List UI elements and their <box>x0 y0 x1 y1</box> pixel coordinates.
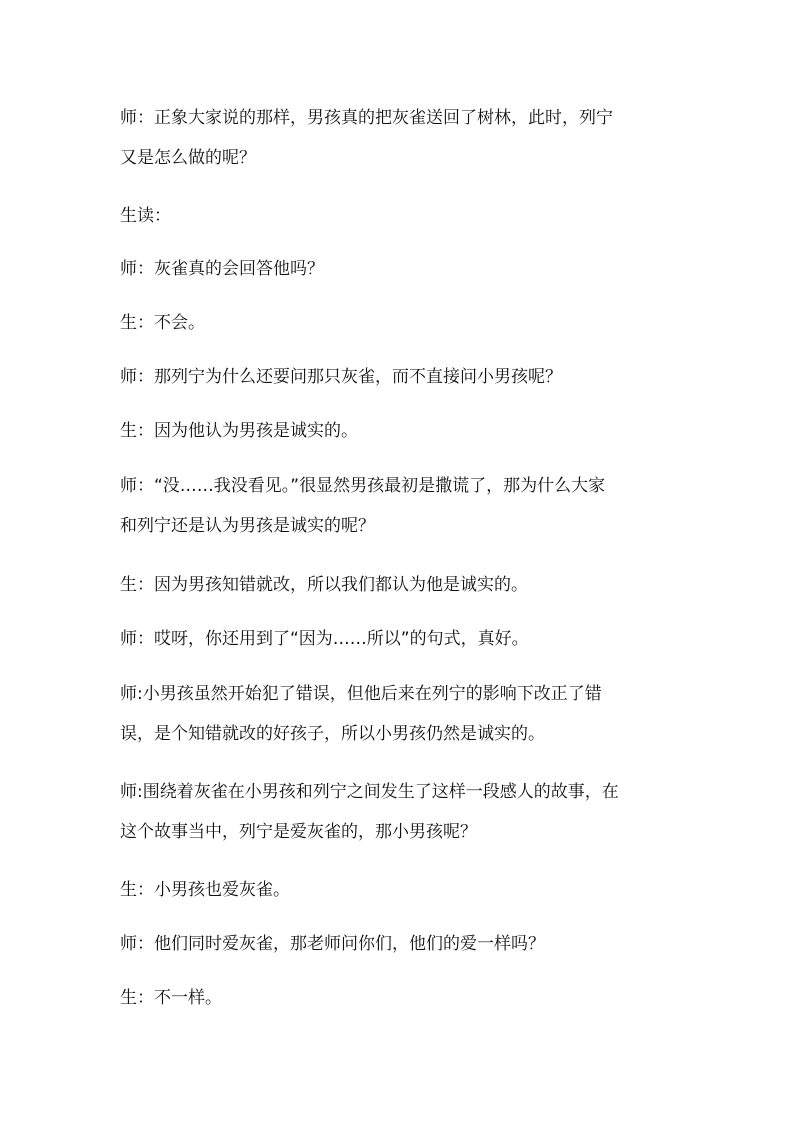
paragraph-line: 师:小男孩虽然开始犯了错误，但他后来在列宁的影响下改正了错 <box>120 684 602 704</box>
paragraph-line: 误，是个知错就改的好孩子，所以小男孩仍然是诚实的。 <box>120 724 545 744</box>
paragraph-line: 生：不一样。 <box>120 988 222 1008</box>
paragraph-8 <box>120 565 680 605</box>
paragraph-1 <box>120 98 680 178</box>
paragraph-line: 师：“没……我没看见。”很显然男孩最初是撒谎了，那为什么大家 <box>120 476 606 496</box>
paragraph-line: 生读： <box>120 206 171 226</box>
paragraph-line: 师：正象大家说的那样，男孩真的把灰雀送回了树林，此时，列宁 <box>120 108 613 128</box>
paragraph-line: 师：他们同时爱灰雀，那老师问你们，他们的爱一样吗？ <box>120 934 545 954</box>
paragraph-10 <box>120 674 680 754</box>
paragraph-line: 又是怎么做的呢？ <box>120 148 256 168</box>
paragraph-11 <box>120 772 680 852</box>
paragraph-4 <box>120 303 680 343</box>
paragraph-line: 师:围绕着灰雀在小男孩和列宁之间发生了这样一段感人的故事，在 <box>120 782 619 802</box>
paragraph-2 <box>120 196 680 236</box>
paragraph-5 <box>120 357 680 397</box>
paragraph-9 <box>120 619 680 659</box>
paragraph-3 <box>120 249 680 289</box>
paragraph-line: 生：因为他认为男孩是诚实的。 <box>120 421 358 441</box>
paragraph-line: 师：那列宁为什么还要问那只灰雀，而不直接问小男孩呢？ <box>120 367 562 387</box>
paragraph-line: 这个故事当中，列宁是爱灰雀的，那小男孩呢？ <box>120 822 477 842</box>
paragraph-line: 师：哎呀，你还用到了“因为……所以”的句式，真好。 <box>120 629 529 649</box>
paragraph-14 <box>120 978 680 1018</box>
paragraph-12 <box>120 870 680 910</box>
paragraph-7 <box>120 466 680 546</box>
paragraph-6 <box>120 411 680 451</box>
paragraph-line: 生：小男孩也爱灰雀。 <box>120 880 290 900</box>
paragraph-line: 和列宁还是认为男孩是诚实的呢？ <box>120 516 375 536</box>
paragraph-13 <box>120 924 680 964</box>
paragraph-line: 生：因为男孩知错就改，所以我们都认为他是诚实的。 <box>120 575 528 595</box>
paragraph-line: 生：不会。 <box>120 313 205 333</box>
paragraph-line: 师：灰雀真的会回答他吗？ <box>120 259 324 279</box>
